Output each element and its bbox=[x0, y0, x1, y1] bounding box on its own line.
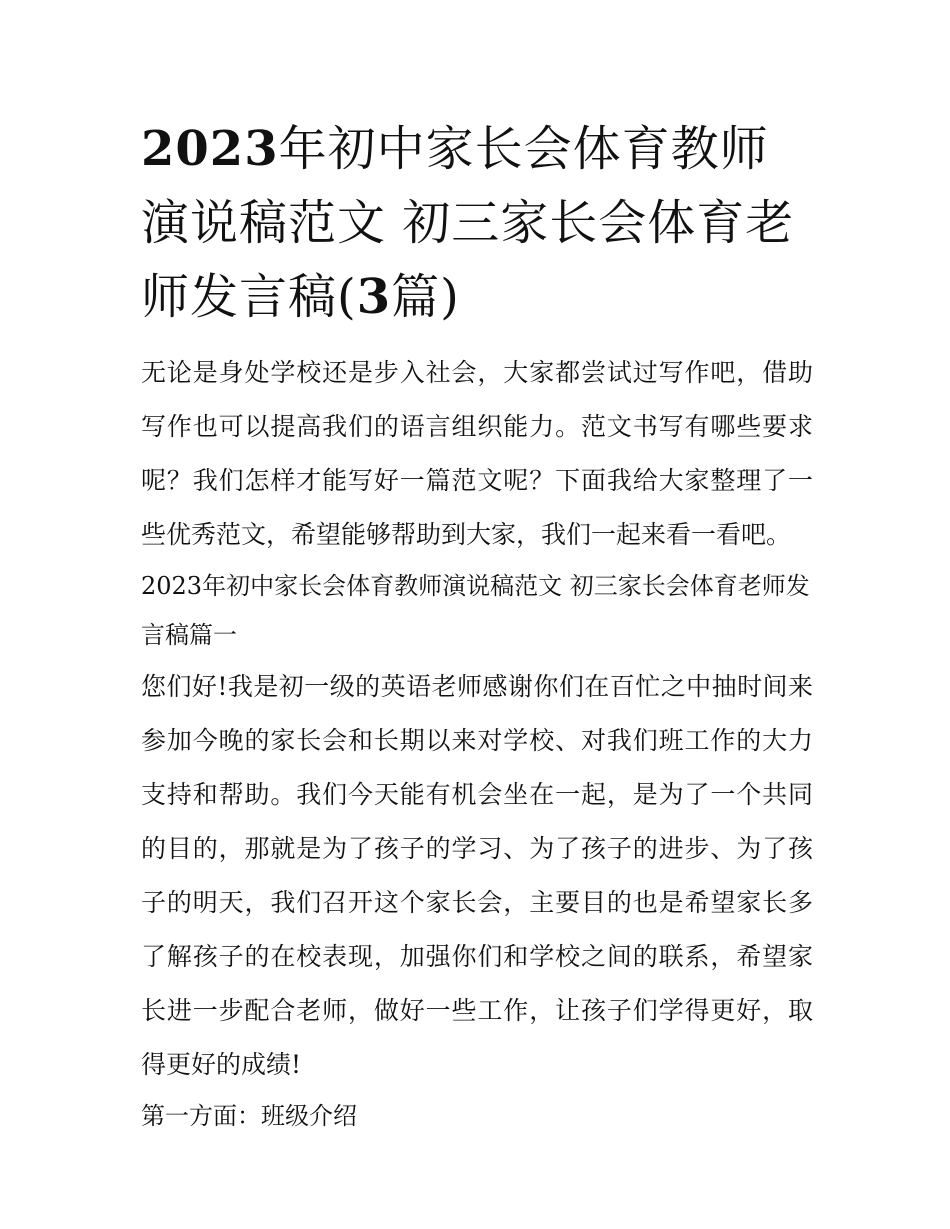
intro-paragraph: 无论是身处学校还是步入社会，大家都尝试过写作吧，借助写作也可以提高我们的语言组织能力。范文书写有哪些要求呢？我们怎样才能写好一篇范文呢？下面我给大家整理了一些优秀范文，希望能够帮助到大家，我们一起来看一看吧。 bbox=[141, 358, 813, 549]
section-heading: 第一方面：班级介绍 bbox=[141, 1102, 357, 1130]
article-heading: 2023年初中家长会体育教师演说稿范文 初三家长会体育老师发言稿篇一 bbox=[141, 572, 810, 649]
document-title: 2023年初中家长会体育教师演说稿范文 初三家长会体育老师发言稿(3篇) bbox=[141, 121, 795, 325]
document-content bbox=[141, 112, 813, 1141]
body-paragraph: 您们好!我是初一级的英语老师感谢你们在百忙之中抽时间来参加今晚的家长会和长期以来对学校、对我们班工作的大力支持和帮助。我们今天能有机会坐在一起，是为了一个共同的目的，那就是为了孩子的学习、为了孩子的进步、为了孩子的明天，我们召开这个家长会，主要目的也是希望家长多了解孩子的在校表现，加强你们和学校之间的联系，希望家长进一步配合老师，做好一些工作，让孩子们学得更好，取得更好的成绩! bbox=[141, 672, 813, 1079]
